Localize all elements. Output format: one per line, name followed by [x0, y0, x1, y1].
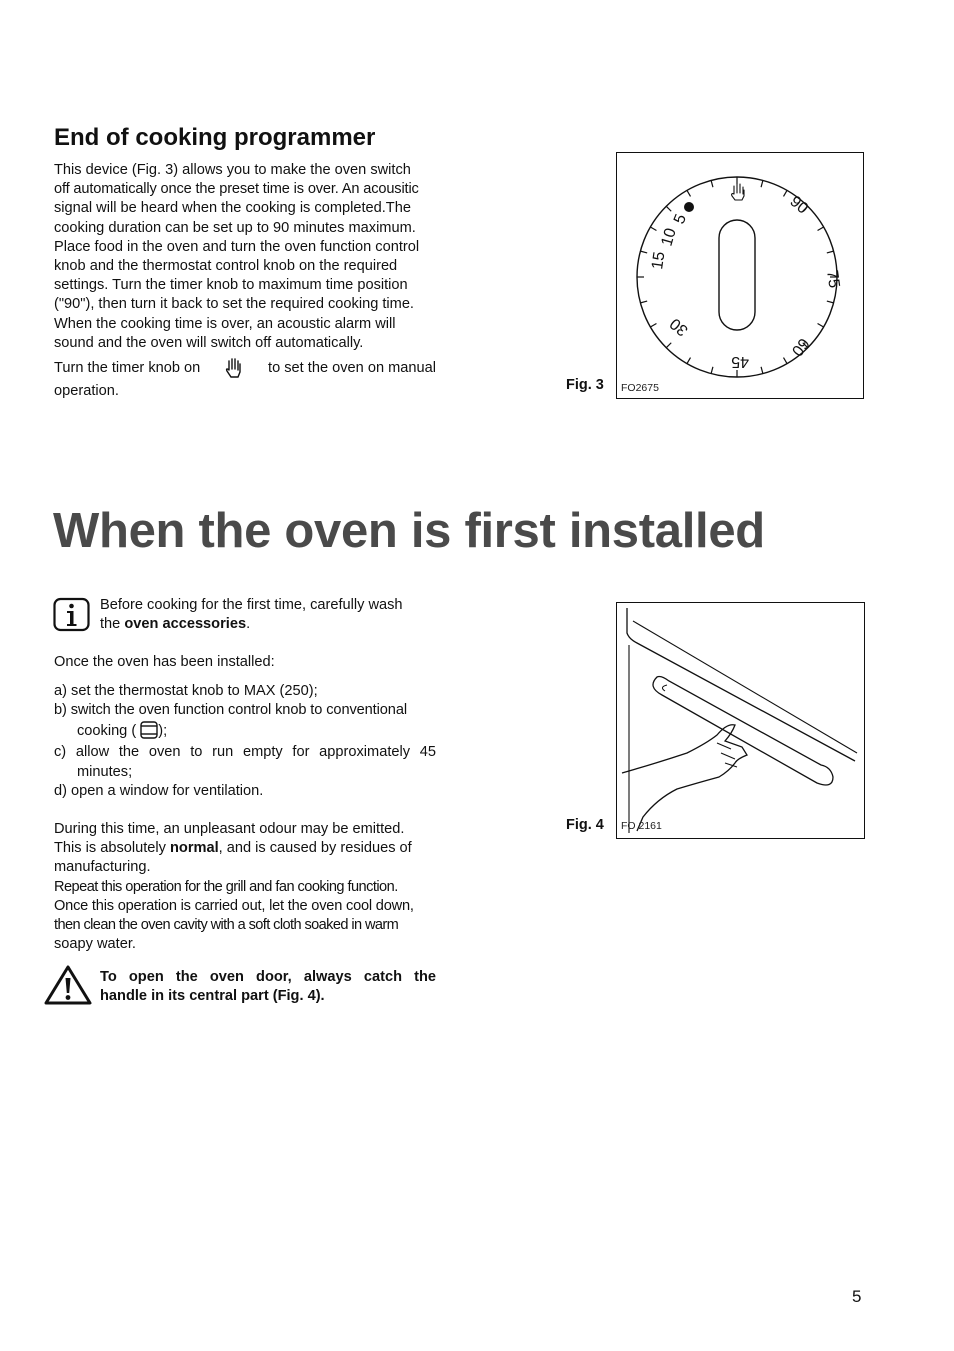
- info-line1: Before cooking for the first time, carefully wash: [100, 597, 403, 613]
- dial-tick: [666, 206, 671, 211]
- page-number: 5: [852, 1287, 862, 1306]
- manual-operation-text: [54, 356, 436, 403]
- warning-line2: handle in its central part (Fig. 4).: [100, 988, 325, 1005]
- dial-number: 15: [649, 250, 669, 271]
- dial-tick: [640, 301, 647, 303]
- dial-tick: [827, 301, 834, 303]
- body-line: sound and the oven will switch off automatically.: [54, 334, 364, 351]
- repeat-line4: soapy water.: [54, 936, 136, 953]
- manual-text-after: to set the oven on manual: [268, 359, 436, 376]
- dial-tick: [711, 367, 713, 374]
- step-c-line2: minutes;: [77, 763, 133, 780]
- hand-icon: [225, 356, 243, 380]
- manual-text-before: Turn the timer knob on: [54, 359, 201, 376]
- repeat-line3: then clean the oven cavity with a soft cloth soaked in warm: [54, 917, 399, 934]
- body-line: When the cooking time is over, an acoustic alarm will: [54, 315, 396, 332]
- dial-tick: [687, 190, 691, 196]
- info-icon: [53, 597, 91, 633]
- dial-tick: [761, 367, 763, 374]
- repeat-line2: Once this operation is carried out, let the oven cool down,: [54, 897, 414, 914]
- odour-line2: This is absolutely normal, and is caused by residues of: [54, 840, 412, 857]
- manual-text-line2: operation.: [54, 383, 119, 399]
- dial-tick: [650, 324, 656, 328]
- dial-tick: [761, 180, 763, 187]
- info-line2: the oven accessories.: [100, 616, 251, 633]
- dial-tick: [784, 190, 788, 196]
- warning-line1: To open the oven door, always catch the: [100, 969, 436, 985]
- dial-tick: [640, 251, 647, 253]
- normal-bold: normal: [170, 840, 219, 857]
- dial-number: 90: [786, 193, 811, 218]
- step-c-line1: c) allow the oven to run empty for approximately 45: [54, 744, 436, 761]
- conventional-cooking-icon: [140, 721, 158, 739]
- fig4-box: [616, 602, 865, 839]
- body-line: Place food in the oven and turn the oven function control: [54, 238, 420, 255]
- fig3-code: FO2675: [621, 382, 659, 394]
- step-b-line1: b) switch the oven function control knob to conventional: [54, 702, 407, 719]
- section-title-end-of-cooking: End of cooking programmer: [54, 124, 376, 151]
- fig3-label: Fig. 3: [566, 377, 604, 393]
- body-line: off automatically once the preset time is over. An acousitic: [54, 181, 419, 198]
- dial-tick: [818, 227, 824, 231]
- dial-tick: [784, 358, 788, 364]
- info-text: [100, 596, 436, 634]
- body-line: signal will be heard when the cooking is completed.The: [54, 200, 411, 217]
- body-line: knob and the thermostat control knob on the required: [54, 258, 398, 275]
- fig3-box: [616, 152, 864, 399]
- step-b-line2: cooking ( );: [77, 723, 168, 740]
- dial-tick: [711, 180, 713, 187]
- dial-number: 30: [667, 314, 692, 339]
- install-steps: [54, 682, 436, 801]
- warning-icon: [43, 964, 93, 1006]
- dial-number: 60: [787, 334, 813, 360]
- step-a: a) set the thermostat knob to MAX (250);: [54, 683, 318, 699]
- step-d: d) open a window for ventilation.: [54, 782, 264, 799]
- repeat-line1: Repeat this operation for the grill and fan cooking function.: [54, 878, 398, 895]
- dial-tick: [827, 251, 834, 253]
- oven-accessories-bold: oven accessories: [124, 616, 247, 633]
- fig4-code: FO 2161: [621, 820, 662, 832]
- dial-number: 10: [658, 226, 680, 249]
- body-line: cooking duration can be set up to 90 minutes maximum.: [54, 219, 416, 236]
- section1-body: [54, 161, 436, 353]
- warning-text: [100, 968, 436, 1006]
- body-line: This device (Fig. 3) allows you to make the oven switch: [54, 162, 411, 178]
- oven-door-handle-illustration: [617, 603, 864, 838]
- install-intro: Once the oven has been installed:: [54, 654, 275, 670]
- dial-number: 75: [823, 269, 843, 290]
- odour-line1: During this time, an unpleasant odour may be emitted.: [54, 821, 405, 837]
- dial-tick: [818, 324, 824, 328]
- body-line: settings. Turn the timer knob to maximum time position: [54, 277, 408, 294]
- body-line: ("90"), then turn it back to set the required cooking time.: [54, 296, 414, 313]
- section-title-first-installed: When the oven is first installed: [53, 504, 765, 558]
- dial-number: 45: [731, 353, 749, 370]
- odour-paragraph: [54, 820, 436, 954]
- dial-tick: [687, 358, 691, 364]
- fig4-label: Fig. 4: [566, 817, 604, 833]
- odour-line3: manufacturing.: [54, 859, 151, 876]
- dial-tick: [650, 227, 656, 231]
- timer-dial-illustration: [617, 153, 863, 398]
- dial-tick: [666, 343, 671, 348]
- dial-number: 5: [670, 211, 691, 227]
